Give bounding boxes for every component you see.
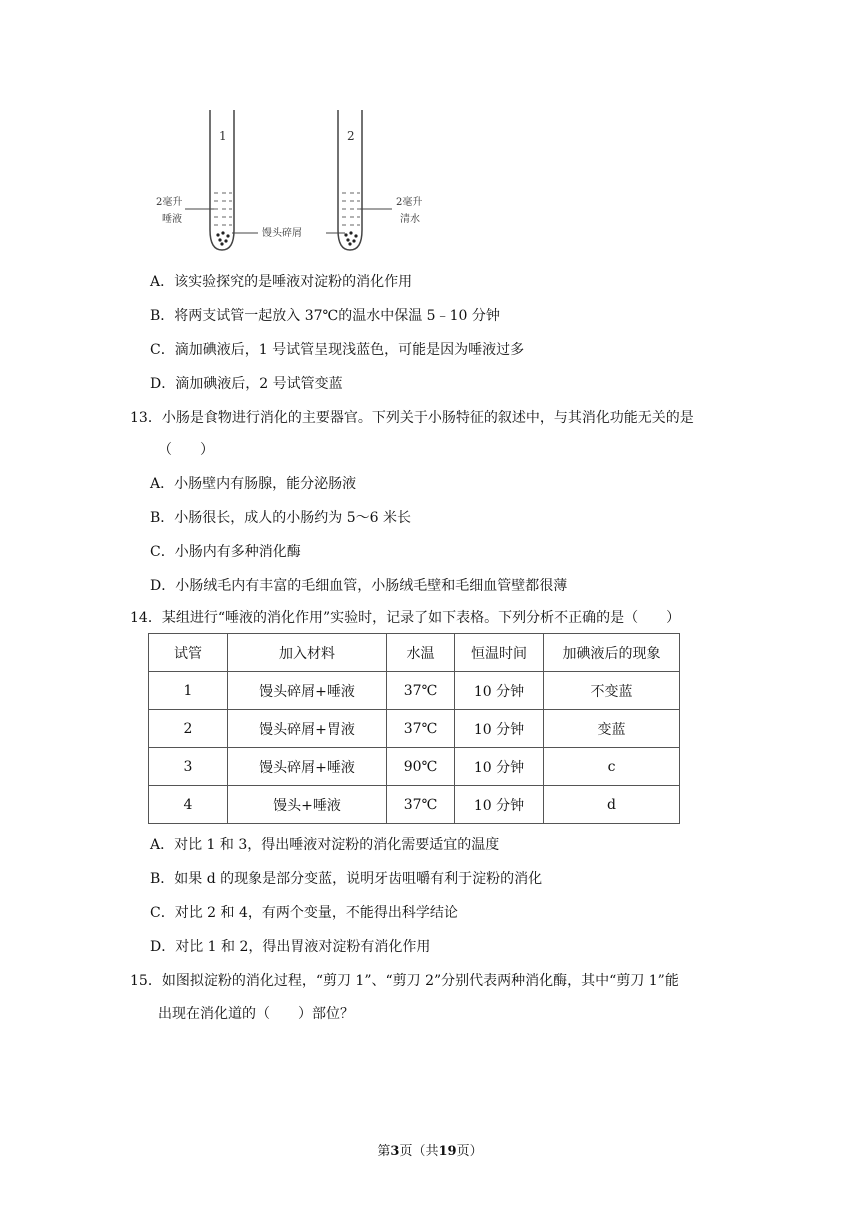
table-cell: 37℃ [387,710,455,748]
q12-option-c: C．滴加碘液后，1 号试管呈现浅蓝色，可能是因为唾液过多 [150,342,525,358]
footer-page-number: 3 [390,1144,400,1159]
q13-option-c: C．小肠内有多种消化酶 [150,544,301,560]
table-cell: 10 分钟 [455,786,544,824]
q14-stem: 14．某组进行“唾液的消化作用”实验时，记录了如下表格。下列分析不正确的是（ ） [130,610,681,626]
table-header-cell: 加入材料 [228,634,387,672]
q15-stem-line2: 出现在消化道的（ ）部位？ [158,1006,354,1022]
experiment-table [148,633,680,824]
q15-stem-line1: 15．如图拟淀粉的消化过程，“剪刀 1”、“剪刀 2”分别代表两种消化酶，其中“剪刀 1”能 [130,973,679,989]
table-header-row [149,634,680,672]
q14-option-b: B．如果 d 的现象是部分变蓝，说明牙齿咀嚼有利于淀粉的消化 [150,871,543,887]
q13-stem-line2: （ ） [158,442,214,458]
table-cell: 不变蓝 [544,672,680,710]
table-cell: 1 [149,672,228,710]
label-right-line1: 2毫升 [396,197,423,208]
footer-prefix: 第 [377,1144,391,1159]
table-cell: 4 [149,786,228,824]
footer-total-pages: 19 [438,1144,457,1159]
table-cell: 10 分钟 [455,710,544,748]
table-cell: c [544,748,680,786]
tube-2-number: 2 [347,129,355,143]
table-header-cell: 加碘液后的现象 [544,634,680,672]
table-cell: d [544,786,680,824]
tube-1-number: 1 [219,129,227,143]
test-tube-2 [338,110,362,250]
table-cell: 3 [149,748,228,786]
table-cell: 馒头碎屑+胃液 [228,710,387,748]
q13-option-b: B．小肠很长，成人的小肠约为 5～6 米长 [150,510,412,526]
table-header-cell: 水温 [387,634,455,672]
q13-option-a: A．小肠壁内有肠腺，能分泌肠液 [150,476,357,492]
q13-option-d: D．小肠绒毛内有丰富的毛细血管，小肠绒毛壁和毛细血管壁都很薄 [150,578,568,594]
table-header-cell: 试管 [149,634,228,672]
table-cell: 馒头碎屑+唾液 [228,672,387,710]
test-tube-1 [210,110,234,250]
table-cell: 10 分钟 [455,748,544,786]
footer-suffix: 页） [456,1144,483,1159]
table-row [149,748,680,786]
label-left-line1: 2毫升 [156,197,183,208]
table-cell: 10 分钟 [455,672,544,710]
test-tubes-figure [140,105,440,255]
label-right-line2: 清水 [400,214,420,225]
table-cell: 馒头+唾液 [228,786,387,824]
label-center: 馒头碎屑 [262,228,302,239]
table-row [149,786,680,824]
label-left-line2: 唾液 [162,214,182,225]
q13-stem-line1: 13．小肠是食物进行消化的主要器官。下列关于小肠特征的叙述中，与其消化功能无关的是 [130,410,694,426]
q14-option-d: D．对比 1 和 2，得出胃液对淀粉有消化作用 [150,939,431,955]
q12-option-b: B．将两支试管一起放入 37℃的温水中保温 5﹣10 分钟 [150,308,500,324]
table-row [149,710,680,748]
q14-option-a: A．对比 1 和 3，得出唾液对淀粉的消化需要适宜的温度 [150,837,500,853]
q14-option-c: C．对比 2 和 4，有两个变量，不能得出科学结论 [150,905,458,921]
table-cell: 变蓝 [544,710,680,748]
table-cell: 37℃ [387,672,455,710]
table-header-cell: 恒温时间 [455,634,544,672]
table-row [149,672,680,710]
table-cell: 37℃ [387,786,455,824]
q12-option-d: D．滴加碘液后，2 号试管变蓝 [150,376,343,392]
table-cell: 2 [149,710,228,748]
footer-middle: 页（共 [399,1144,439,1159]
page-footer [0,1140,860,1159]
q12-option-a: A．该实验探究的是唾液对淀粉的消化作用 [150,274,413,290]
table-cell: 馒头碎屑+唾液 [228,748,387,786]
table-cell: 90℃ [387,748,455,786]
